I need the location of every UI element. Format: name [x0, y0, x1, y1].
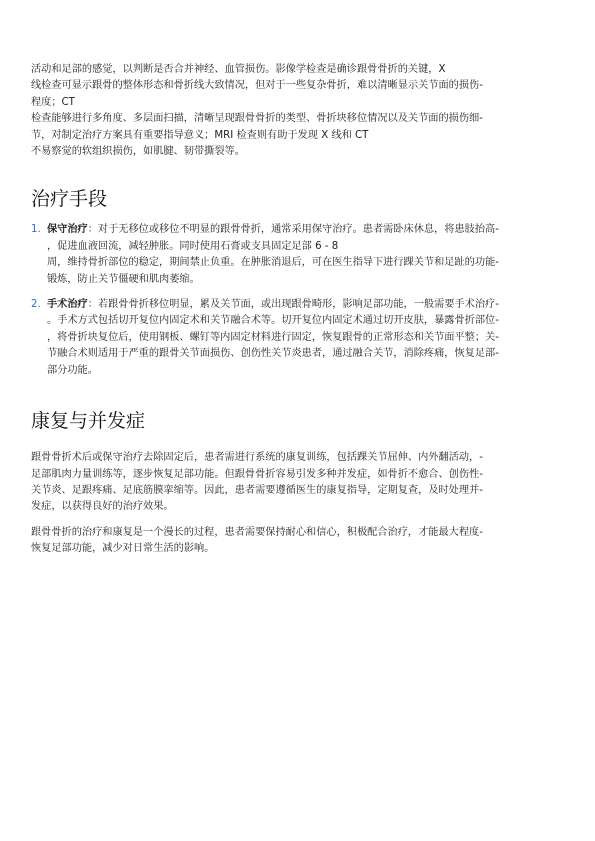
- text-line: 程度；CT: [31, 96, 75, 108]
- section-heading-rehab: 康复与并发症: [31, 410, 146, 433]
- text-line: 线检查可显示跟骨的整体形态和骨折线大致情况，但对于一些复杂骨折，难以清晰显示关节面的损伤-: [31, 80, 483, 92]
- rehab-paragraph-1: [31, 450, 567, 516]
- treatment-list: [31, 222, 567, 379]
- text-line: 跟骨骨折的治疗和康复是一个漫长的过程，患者需要保持耐心和信心，积极配合治疗，才能最大程度-: [31, 526, 483, 538]
- text-line: 活动和足部的感觉，以判断是否合并神经、血管损伤。影像学检查是确诊跟骨骨折的关键，X: [31, 64, 446, 75]
- text-line: 锻炼，防止关节僵硬和肌肉萎缩。: [47, 273, 200, 285]
- document-page: [31, 62, 567, 558]
- text-line: 关节炎、足跟疼痛、足底筋膜挛缩等。因此，患者需要遵循医生的康复指导，定期复查，及时处理并-: [31, 484, 483, 496]
- text-line: 跟骨骨折术后或保守治疗去除固定后，患者需进行系统的康复训练，包括踝关节屈伸、内外翻活动，-: [31, 452, 483, 464]
- text-line: ，将骨折块复位后，使用钢板、螺钉等内固定材料进行固定，恢复跟骨的正常形态和关节面平整；关-: [47, 331, 499, 343]
- text-line: 节融合术则适用于严重的跟骨关节面损伤、创伤性关节炎患者，通过融合关节，消除疼痛，恢复足部-: [47, 348, 499, 360]
- list-number: 1.: [31, 224, 41, 236]
- text-line: 发症，以获得良好的治疗效果。: [31, 501, 174, 513]
- text-line: 不易察觉的软组织损伤，如肌腱、韧带撕裂等。: [31, 146, 245, 158]
- intro-paragraph: [31, 62, 567, 160]
- text-line: ，促进血液回流，减轻肿胀。同时使用石膏或支具固定足部 6 - 8: [47, 240, 339, 252]
- list-item-text: [47, 222, 567, 288]
- text-line: 足部肌肉力量训练等，逐步恢复足部功能。但跟骨骨折容易引发多种并发症，如骨折不愈合、创伤性-: [31, 468, 483, 480]
- text-line: 节，对制定治疗方案具有重要指导意义；MRI 检查则有助于发现 X 线和 CT: [31, 129, 369, 141]
- term-label: 保守治疗: [47, 224, 88, 236]
- text-line: [47, 297, 567, 313]
- term-desc: ：对于无移位或移位不明显的跟骨骨折，通常采用保守治疗。患者需卧床休息，将患肢抬高-: [87, 224, 499, 236]
- text-line: 部分功能。: [47, 364, 98, 376]
- list-item-surgical: [31, 297, 567, 379]
- text-line: 恢复足部功能，减少对日常生活的影响。: [31, 543, 215, 555]
- text-line: 。手术方式包括切开复位内固定术和关节融合术等。切开复位内固定术通过切开皮肤，暴露骨折部位-: [47, 315, 499, 327]
- text-line: [47, 222, 567, 238]
- text-line: 检查能够进行多角度、多层面扫描，清晰呈现跟骨骨折的类型、骨折块移位情况以及关节面的损伤细-: [31, 113, 483, 125]
- rehab-paragraph-2: [31, 525, 567, 558]
- list-item-conservative: [31, 222, 567, 288]
- list-item-text: [47, 297, 567, 379]
- list-number: 2.: [31, 299, 41, 311]
- text-line: 周，维持骨折部位的稳定，期间禁止负重。在肿胀消退后，可在医生指导下进行踝关节和足趾的功能-: [47, 257, 499, 269]
- term-desc: ：若跟骨骨折移位明显，累及关节面，或出现跟骨畸形，影响足部功能，一般需要手术治疗-: [87, 299, 499, 311]
- section-heading-treatment: 治疗手段: [31, 188, 108, 211]
- term-label: 手术治疗: [47, 299, 88, 311]
